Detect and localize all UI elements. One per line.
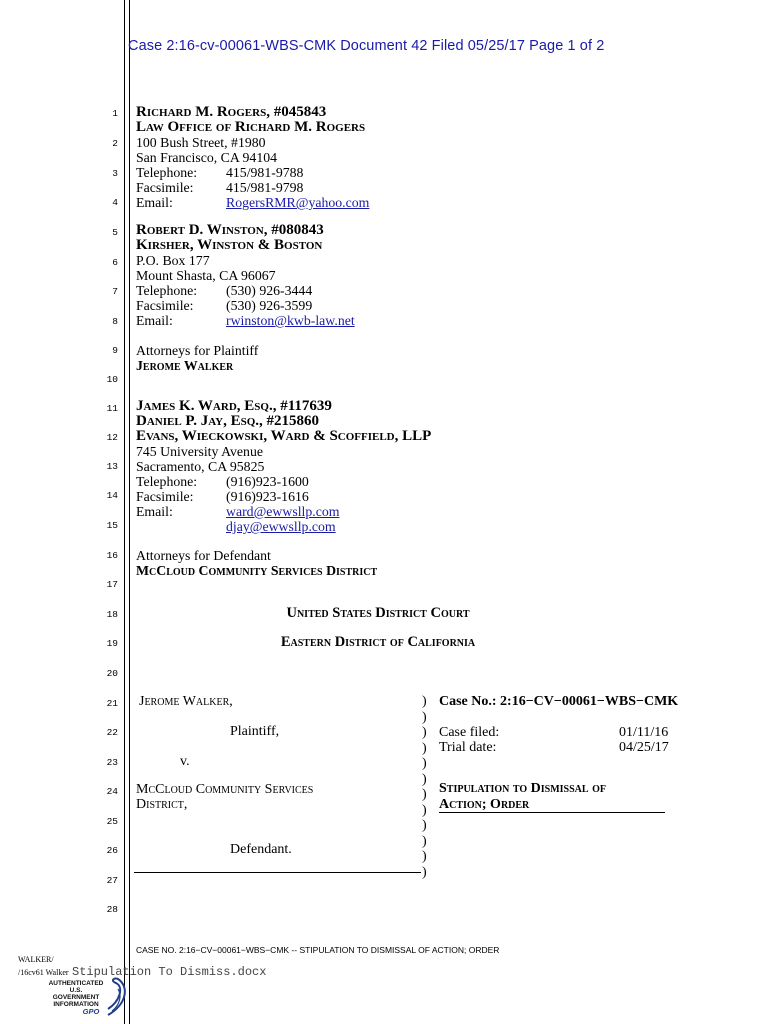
- caption-defendant-line1: McCloud Community Services: [136, 782, 314, 797]
- caption-versus: v.: [180, 754, 190, 769]
- facsimile-row: Facsimile: 415/981-9798: [136, 180, 304, 195]
- case-number: Case No.: 2:16−CV−00061−WBS−CMK: [439, 694, 679, 709]
- line-number: 8: [112, 316, 118, 327]
- attorney-name: Richard M. Rogers, #045843: [136, 104, 327, 120]
- line-number: 6: [112, 257, 118, 268]
- caption-rule: [134, 872, 421, 873]
- attorney-name: Robert D. Winston, #080843: [136, 222, 324, 238]
- line-number: 24: [106, 786, 118, 797]
- line-number: 27: [106, 875, 118, 886]
- line-number: 15: [106, 520, 118, 531]
- email-link[interactable]: RogersRMR@yahoo.com: [226, 195, 370, 210]
- line-number: 21: [106, 698, 118, 709]
- margin-rule-left-outer: [124, 0, 125, 1024]
- document-header: Case 2:16-cv-00061-WBS-CMK Document 42 Filed 05/25/17 Page 1 of 2: [128, 38, 605, 54]
- attorney-name: Daniel P. Jay, Esq., #215860: [136, 413, 320, 429]
- facsimile-row: Facsimile: (530) 926-3599: [136, 298, 313, 313]
- caption-defendant-line2: District,: [136, 797, 188, 812]
- file-reference-path: /16cv61 Walker: [18, 968, 69, 977]
- email-row: Email: ward@ewwsllp.com: [136, 504, 340, 519]
- line-number: 11: [106, 403, 118, 414]
- line-number: 18: [106, 609, 118, 620]
- address-line: 745 University Avenue: [136, 444, 263, 459]
- law-firm-name: Evans, Wieckowski, Ward & Scoffield, LLP: [136, 428, 432, 444]
- line-number: 13: [106, 461, 118, 472]
- case-filed-label: Case filed:: [439, 725, 500, 740]
- defense-counsel-block: [136, 399, 431, 534]
- line-number: 9: [112, 345, 118, 356]
- plaintiff-counsel-block-1: [136, 105, 369, 210]
- attorney-name: James K. Ward, Esq., #117639: [136, 398, 332, 414]
- document-title-line2: Action; Order: [439, 797, 665, 813]
- line-number: 22: [106, 727, 118, 738]
- seal-line: U.S. GOVERNMENT: [52, 987, 100, 1001]
- trial-date: 04/25/17: [619, 740, 669, 755]
- address-line: Mount Shasta, CA 96067: [136, 268, 276, 283]
- defendant-attorneys-for: Attorneys for Defendant McCloud Community Services District: [136, 548, 378, 578]
- line-number: 25: [106, 816, 118, 827]
- line-number: 1: [112, 108, 118, 119]
- line-number: 4: [112, 197, 118, 208]
- line-number: 2: [112, 138, 118, 149]
- line-number: 5: [112, 227, 118, 238]
- line-number: 16: [106, 550, 118, 561]
- line-number: 12: [106, 432, 118, 443]
- plaintiff-party-name: Jerome Walker: [136, 358, 234, 373]
- line-number: 28: [106, 904, 118, 915]
- address-line: P.O. Box 177: [136, 253, 210, 268]
- address-line: Sacramento, CA 95825: [136, 459, 265, 474]
- law-firm-name: Law Office of Richard M. Rogers: [136, 119, 366, 135]
- telephone-row: Telephone: (530) 926-3444: [136, 283, 313, 298]
- line-number: 14: [106, 490, 118, 501]
- line-number: 10: [106, 374, 118, 385]
- seal-line: INFORMATION: [53, 1001, 99, 1008]
- email-link[interactable]: djay@ewwsllp.com: [226, 519, 336, 534]
- law-firm-name: Kirsher, Winston & Boston: [136, 237, 323, 253]
- gpo-authentication-seal: [46, 975, 132, 1019]
- line-number: 26: [106, 845, 118, 856]
- trial-date-label: Trial date:: [439, 740, 497, 755]
- plaintiff-attorneys-for: Attorneys for Plaintiff Jerome Walker: [136, 343, 259, 373]
- caption-plaintiff: Jerome Walker,: [139, 694, 233, 709]
- file-reference: WALKER/: [18, 955, 54, 964]
- telephone-row: Telephone: (916)923-1600: [136, 474, 309, 489]
- plaintiff-counsel-block-2: [136, 223, 355, 328]
- page-footer: CASE NO. 2:16−CV−00061−WBS−CMK -- STIPULATION TO DISMISSAL OF ACTION; ORDER: [136, 945, 500, 955]
- court-district: Eastern District of California: [280, 634, 476, 650]
- seal-line: GPO: [82, 1007, 100, 1016]
- caption-defendant-role: Defendant.: [230, 842, 292, 857]
- line-number: 23: [106, 757, 118, 768]
- address-line: 100 Bush Street, #1980: [136, 135, 266, 150]
- document-title-line1: Stipulation to Dismissal of: [439, 781, 606, 796]
- line-number: 20: [106, 668, 118, 679]
- address-line: San Francisco, CA 94104: [136, 150, 278, 165]
- court-name: United States District Court: [286, 605, 470, 621]
- case-filed-date: 01/11/16: [619, 725, 669, 740]
- facsimile-row: Facsimile: (916)923-1616: [136, 489, 309, 504]
- defendant-party-name: McCloud Community Services District: [136, 563, 378, 578]
- email-row: [136, 519, 431, 534]
- line-number: 19: [106, 638, 118, 649]
- line-number: 3: [112, 168, 118, 179]
- file-name: Stipulation To Dismiss.docx: [72, 965, 267, 979]
- email-row: Email: RogersRMR@yahoo.com: [136, 195, 370, 210]
- email-link[interactable]: rwinston@kwb-law.net: [226, 313, 355, 328]
- line-number: 7: [112, 286, 118, 297]
- telephone-row: Telephone: 415/981-9788: [136, 165, 304, 180]
- margin-rule-left-inner: [129, 0, 130, 1024]
- email-link[interactable]: ward@ewwsllp.com: [226, 504, 340, 519]
- line-number: 17: [106, 579, 118, 590]
- caption-plaintiff-role: Plaintiff,: [230, 724, 280, 739]
- email-row: Email: rwinston@kwb-law.net: [136, 313, 355, 328]
- caption-parentheses: ) ) ) ) ) ) ) ) ) ) ) ): [422, 694, 427, 880]
- seal-line: AUTHENTICATED: [48, 980, 104, 987]
